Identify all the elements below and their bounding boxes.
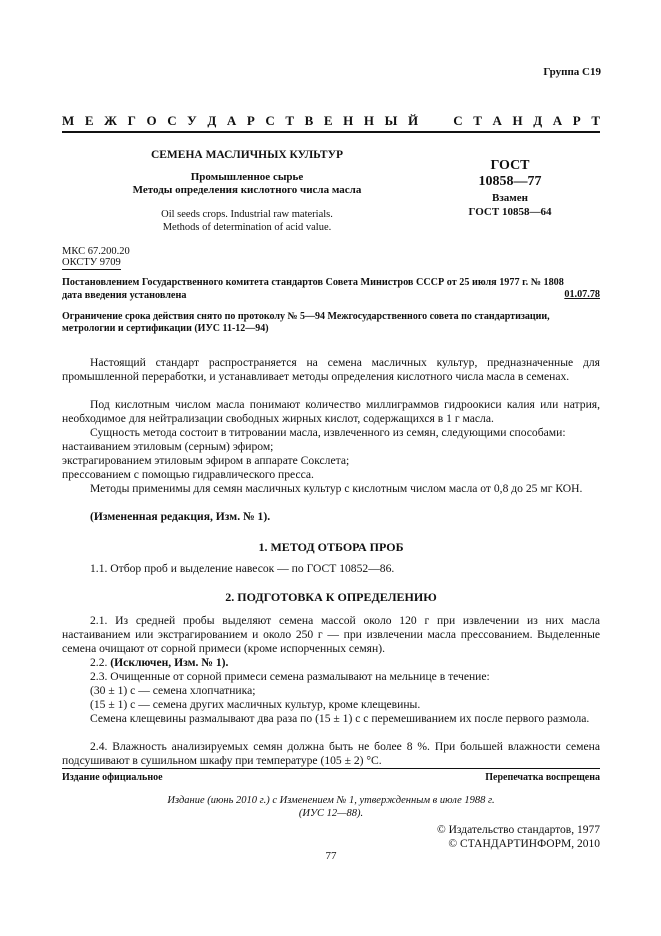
okstu-code: ОКСТУ 9709 <box>62 257 121 268</box>
restriction-line1: Ограничение срока действия снято по протоколу № 5—94 Межгосударственного совета по стандартизации, <box>62 311 550 322</box>
intro-definition: Под кислотным числом масла понимают количество миллиграммов гидроокиси калия или натрия, необходимое для нейтрализации свободных жирных кислот, содержащихся в 1 г масла. <box>62 398 600 425</box>
section-2-heading: 2. ПОДГОТОВКА К ОПРЕДЕЛЕНИЮ <box>225 590 437 604</box>
banner-letter: Н <box>512 113 523 128</box>
clause-2-1: 2.1. Из средней пробы выделяют семена массой около 120 г при извлечении из них масла настаиванием или экстрагированием и около 250 г — при извлечении масла прессованием. Выделенные семена очищают от сорной примеси (кроме испорченных семян). <box>62 614 600 655</box>
banner-letter: А <box>226 113 237 128</box>
method-list-item: прессованием с помощью гидравлического пресса. <box>62 468 314 481</box>
clause-2-3: 2.3. Очищенные от сорной примеси семена размалывают на мельнице в течение: <box>90 670 490 683</box>
banner-letter: М <box>62 113 75 128</box>
intro-essence: Сущность метода состоит в титровании масла, извлеченного из семян, следующими способами: <box>90 426 566 439</box>
banner-letter: Д <box>207 113 217 128</box>
english-title-line2: Methods of determination of acid value. <box>162 222 332 233</box>
banner-letter: Т <box>473 113 482 128</box>
gost-number: 10858—77 <box>478 174 542 189</box>
method-list-item: настаиванием этиловым (серным) эфиром; <box>62 440 274 453</box>
banner-letter: Ж <box>104 113 117 128</box>
gost-label: ГОСТ <box>490 158 530 173</box>
effective-date: 01.07.78 <box>564 289 600 300</box>
clause-2-4: 2.4. Влажность анализируемых семян должна быть не более 8 %. При большей влажности семена подсушивают в сушильном шкафу при температуре (105 ± 2) °С. <box>62 740 600 767</box>
amendment-note: (Измененная редакция, Изм. № 1). <box>90 510 271 523</box>
group-code: Группа С19 <box>543 66 601 78</box>
footer-rule <box>62 768 600 769</box>
banner-letter: А <box>492 113 502 128</box>
banner-letter: Т <box>285 113 295 128</box>
standard-subtitle: Промышленное сырье <box>190 171 304 183</box>
banner-letter: Й <box>407 113 419 128</box>
grinding-time-other: (15 ± 1) с — семена других масличных культур, кроме клещевины. <box>90 698 421 711</box>
banner-letter: Т <box>591 113 600 128</box>
mks-code: МКС 67.200.20 <box>62 246 130 257</box>
banner-letter: Д <box>533 113 543 128</box>
grinding-time-cotton: (30 ± 1) с — семена хлопчатника; <box>90 684 256 697</box>
banner-letter: Г <box>127 113 136 128</box>
banner-letter: О <box>146 113 157 128</box>
banner-letter: С <box>167 113 177 128</box>
reprint-prohibited: Перепечатка воспрещена <box>485 772 600 783</box>
section-1-heading: 1. МЕТОД ОТБОРА ПРОБ <box>258 540 404 554</box>
banner-letter: Е <box>84 113 94 128</box>
standard-title: СЕМЕНА МАСЛИЧНЫХ КУЛЬТУР <box>150 149 344 161</box>
page-number: 77 <box>325 850 337 862</box>
decree-line: Постановлением Государственного комитета стандартов Совета Министров СССР от 25 июля 1977 г. № 1808 <box>62 277 564 288</box>
banner-letter: Н <box>343 113 354 128</box>
banner-letter: Ы <box>384 113 398 128</box>
banner-rule <box>62 131 600 133</box>
intro-scope: Настоящий стандарт распространяется на семена масличных культур, предназначенные для промышленной переработки, и устанавливает методы определения кислотного числа масла в семенах. <box>62 356 600 383</box>
banner-letter: А <box>552 113 563 128</box>
standard-subtitle-methods: Методы определения кислотного числа масла <box>132 184 362 196</box>
grinding-castor: Семена клещевины размалывают два раза по (15 ± 1) с с перемешиванием их после первого размола. <box>90 712 590 725</box>
banner-letter: С <box>453 113 463 128</box>
banner-letter: В <box>304 113 314 128</box>
clause-2-2 <box>62 656 600 670</box>
edition-info-line2: (ИУС 12—88). <box>298 808 364 819</box>
english-title-line1: Oil seeds crops. Industrial raw materials. <box>161 209 333 220</box>
official-edition: Издание официальное <box>62 772 163 783</box>
banner-letter: Р <box>572 113 581 128</box>
restriction-line2: метрологии и сертификации (ИУС 11-12—94) <box>62 323 269 334</box>
decree-date-label: дата введения установлена <box>62 290 187 301</box>
clause-number: 2.2. <box>90 656 108 669</box>
banner-letter: С <box>265 113 275 128</box>
replaces-label: Взамен <box>492 192 528 204</box>
banner-letter: Н <box>363 113 375 128</box>
copyright-1977: © Издательство стандартов, 1977 <box>436 824 600 836</box>
intro-applicability: Методы применимы для семян масличных культур с кислотным числом масла от 0,8 до 25 мг КОН. <box>90 482 583 495</box>
banner-letter: Е <box>323 113 333 128</box>
edition-info-line1: Издание (июнь 2010 г.) с Изменением № 1, утвержденным в июле 1988 г. <box>167 795 495 806</box>
excluded-note: (Исключен, Изм. № 1). <box>110 656 229 669</box>
banner-letter: Р <box>246 113 255 128</box>
copyright-2010: © СТАНДАРТИНФОРМ, 2010 <box>448 838 600 850</box>
method-list-item: экстрагированием этиловым эфиром в аппарате Сокслета; <box>62 454 350 467</box>
banner-letter: У <box>187 113 197 128</box>
replaced-standard: ГОСТ 10858—64 <box>468 206 552 218</box>
interstate-standard-banner <box>62 113 600 129</box>
clause-1-1: 1.1. Отбор проб и выделение навесок — по ГОСТ 10852—86. <box>90 562 395 575</box>
